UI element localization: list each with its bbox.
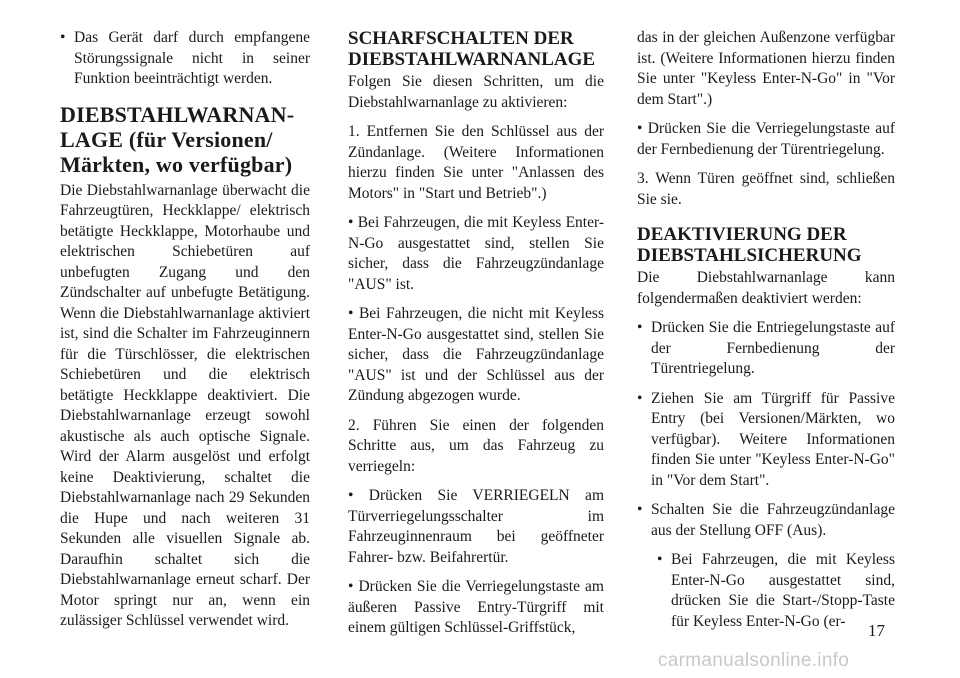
- heading-line-1: SCHARFSCHALTEN DER: [348, 28, 574, 49]
- paragraph-step-3: 3. Wenn Türen geöffnet sind, schließen Sie sie.: [637, 170, 895, 208]
- paragraph-step-2: 2. Führen Sie einen der folgenden Schritte aus, um das Fahrzeug zu verriegeln:: [348, 416, 604, 475]
- paragraph-intro: Folgen Sie diesen Schritten, um die Diebstahlwarnanlage zu aktivieren:: [348, 73, 604, 111]
- page-number: 17: [868, 621, 885, 640]
- paragraph-step-1: 1. Entfernen Sie den Schlüssel aus der Zündanlage. (Weitere Informationen hierzu finden Sie unter "Anlassen des Motors" in "Start und Betrieb".): [348, 123, 604, 202]
- heading-line-1: DEAKTIVIERUNG DER: [637, 224, 847, 245]
- paragraph-alarm-description: Die Diebstahlwarnanlage überwacht die Fahrzeugtüren, Heckklappe/ elektrisch betätigte Heckklappe, Motorhaube und elektrischen Schiebetüren auf unbefugten Zugang und den Zündschalter auf unbefugte Betätigung. Wenn die Diebstahlwarnanlage aktiviert ist, sind die Schalter im Fahrzeuginnern für die Türschlösser, die elektrischen Schiebetüren und die elektrisch betätigte Heckklappe deaktiviert. Die Diebstahlwarnanlage erzeugt sowohl akustische als auch optische Signale. Wird der Alarm ausgelöst und erfolgt keine Deaktivierung, schaltet die Diebstahlwarnanlage nach 29 Sekunden die Hupe und nach weiteren 31 Sekunden alle visuellen Signale ab. Daraufhin schaltet sich die Diebstahlwarnanlage erneut scharf. Der Motor springt nur an, wenn ein zulässiger Schlüssel verwendet wird.: [60, 181, 310, 629]
- paragraph-deactivation-intro: Die Diebstahlwarnanlage kann folgendermaßen deaktiviert werden:: [637, 269, 895, 307]
- column-right: [637, 28, 895, 632]
- heading-deaktivierung: [637, 224, 895, 266]
- heading-diebstahlwarnanlage: [60, 102, 310, 177]
- watermark: carmanualsonline.info: [658, 650, 850, 671]
- heading-line-3: Märkten, wo verfügbar): [60, 151, 293, 177]
- bullet-passive-entry: • Ziehen Sie am Türgriff für Passive Entry (bei Versionen/Märkten, wo verfügbar). Weitere Informationen finden Sie unter "Keyless Enter-N-Go" in "Vor dem Start".: [637, 389, 895, 492]
- paragraph-keyless: • Bei Fahrzeugen, die mit Keyless Enter-N-Go ausgestattet sind, stellen Sie sicher, dass die Fahrzeugzündanlage "AUS" ist.: [348, 214, 604, 293]
- column-middle: [348, 28, 604, 639]
- bullet-ignition: • Schalten Sie die Fahrzeugzündanlage aus der Stellung OFF (Aus).: [637, 500, 895, 541]
- paragraph-continued: das in der gleichen Außenzone verfügbar ist. (Weitere Informationen hierzu finden Sie unter "Keyless Enter-N-Go" in "Vor dem Start".): [637, 29, 895, 108]
- column-left: [60, 28, 310, 632]
- heading-line-2: DIEBSTAHLWARNANLAGE: [348, 49, 596, 70]
- bullet-interference: • Das Gerät darf durch empfangene Störungssignale nicht in seiner Funktion beeinträchtigt werden.: [60, 28, 310, 90]
- paragraph-lock-switch: • Drücken Sie VERRIEGELN am Türverriegelungsschalter im Fahrzeuginnenraum bei geöffneter Fahrer- bzw. Beifahrertür.: [348, 487, 604, 566]
- bullet-start-stop: • Bei Fahrzeugen, die mit Keyless Enter-N-Go ausgestattet sind, drücken Sie die Start-/Stopp-Taste für Keyless Enter-N-Go (er-: [657, 550, 895, 632]
- paragraph-passive-entry: • Drücken Sie die Verriegelungstaste am äußeren Passive Entry-Türgriff mit einem gültigen Schlüssel-Griffstück,: [348, 578, 604, 636]
- heading-line-1: DIEBSTAHLWARNAN-: [60, 101, 295, 127]
- paragraph-non-keyless: • Bei Fahrzeugen, die nicht mit Keyless Enter-N-Go ausgestattet sind, stellen Sie sicher, dass die Fahrzeugzündanlage "AUS" ist und der Schlüssel aus der Zündung abgezogen wurde.: [348, 305, 604, 404]
- heading-line-2: DIEBSTAHLSICHERUNG: [637, 245, 862, 266]
- bullet-unlock-button: • Drücken Sie die Entriegelungstaste auf der Fernbedienung der Türentriegelung.: [637, 318, 895, 380]
- heading-line-2: LAGE (für Versionen/: [60, 126, 273, 152]
- paragraph-remote-lock: • Drücken Sie die Verriegelungstaste auf der Fernbedienung der Türentriegelung.: [637, 120, 895, 158]
- heading-scharfschalten: [348, 28, 604, 70]
